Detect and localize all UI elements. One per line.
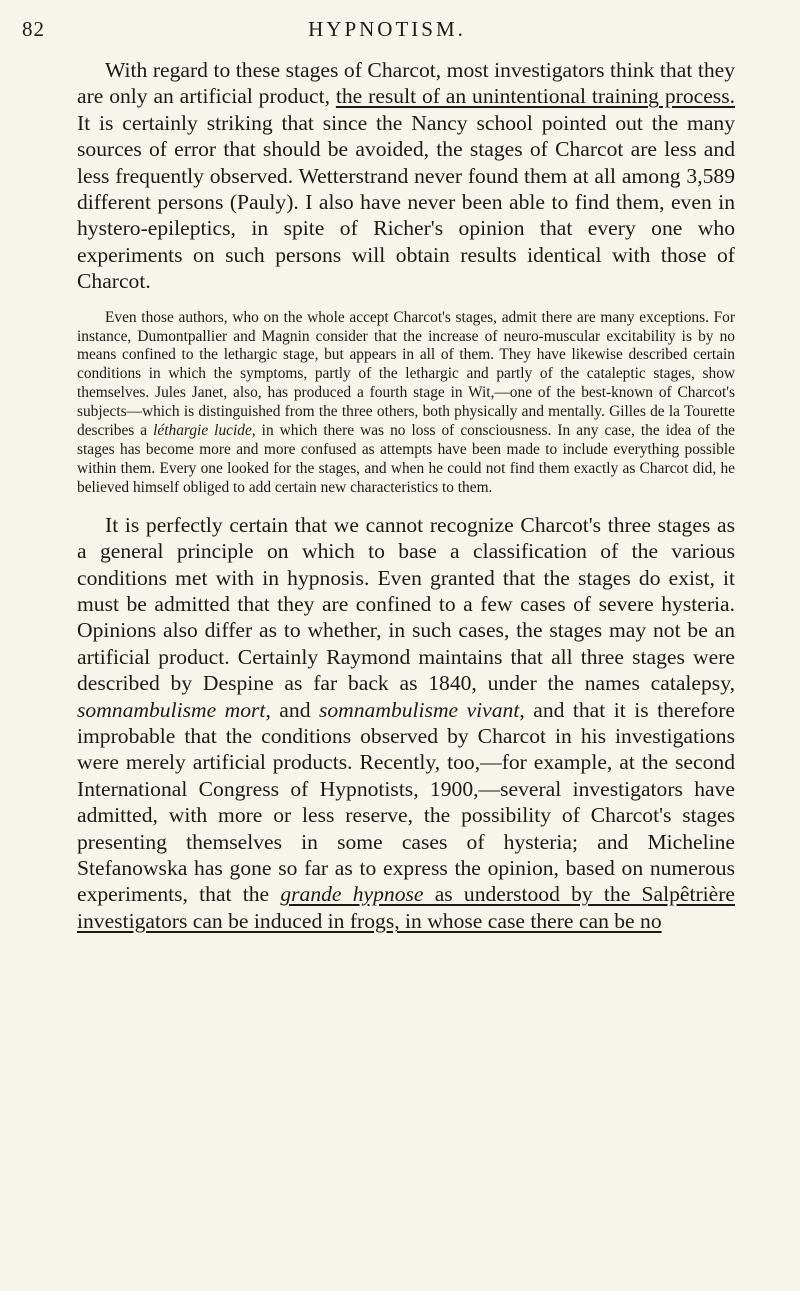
page-header [22, 17, 752, 43]
paragraph-2-text-a: It is perfectly certain that we cannot recognize Charcot's three stages as a general principle on which to base a classification of the various conditions met with in hypnosis. Even granted that the stages do exist, it must be admitted that they are confined to a few cases of severe hysteria. Opinions also differ as to whether, in such cases, the stages may not be an artificial product. Certainly Raymond maintains that all three stages were described by Despine as far back as 1840, under the names catalepsy, [77, 512, 735, 696]
note-emphasis-lethargie: léthargie lucide [153, 422, 252, 440]
paragraph-2-emphasis-grande-hypnose: grande hypnose [280, 882, 424, 907]
note-text-a: Even those authors, who on the whole accept Charcot's stages, admit there are many exceptions. For instance, Dumontpallier and Magnin consider that the increase of neuro-muscular excitability is by no means confined to the lethargic stage, but appears in all of them. They have likewise described certain conditions in which the symptoms, partly of the lethargic and partly of the cataleptic stages, show themselves. Jules Janet, also, has produced a fourth stage in Wit,—one of the best-known of Charcot's subjects—which is distinguished from the three others, both physically and mentally. Gilles de la Tourette describes a [77, 308, 735, 440]
paragraph-1 [77, 57, 735, 295]
note-text-b: , in which there was no loss of consciousness. In any case, the idea of the stages has become more and more confused as attempts have been made to include everything possible within them. Every one looked for the stages, and when he could not find them exactly as Charcot did, he believed himself obliged to add certain new characteristics to them. [77, 422, 736, 496]
page-number: 82 [22, 17, 45, 41]
paragraph-1-text-b: the result of an unintentional training process. [335, 84, 735, 109]
paragraph-2-text-d: as understood by the Salpêtrière investigators can be induced in frogs, in whose case there can be no [77, 882, 736, 933]
small-print-note [77, 309, 735, 498]
paragraph-2 [77, 512, 735, 935]
paragraph-1-text-c: It is certainly striking that since the Nancy school pointed out the many sources of error that should be avoided, the stages of Charcot are less and less frequently observed. Wetterstrand never found them at all among 3,589 different persons (Pauly). I also have never been able to find them, even in hystero-epileptics, in spite of Richer's opinion that every one who experiments on such persons will obtain results identical with those of Charcot. [77, 110, 735, 294]
paragraph-1-text-a: With regard to these stages of Charcot, most investigators think that they are only an artificial product, [77, 58, 735, 109]
paragraph-2-emphasis-mort: somnambulisme mort [77, 697, 266, 722]
paragraph-2-text-b: , and [265, 697, 319, 722]
paragraph-2-text-c: , and that it is therefore improbable that the conditions observed by Charcot in his investigations were merely artificial products. Recently, too,—for example, at the second International Congress of Hypnotists, 1900,—several investigators have admitted, with more or less reserve, the possibility of Charcot's stages presenting themselves in some cases of hysteria; and Micheline Stefanowska has gone so far as to express the opinion, based on numerous experiments, that the [77, 697, 735, 907]
running-title: HYPNOTISM. [308, 17, 466, 41]
paragraph-2-emphasis-vivant: somnambulisme vivant [318, 697, 520, 722]
page-body [77, 57, 735, 934]
